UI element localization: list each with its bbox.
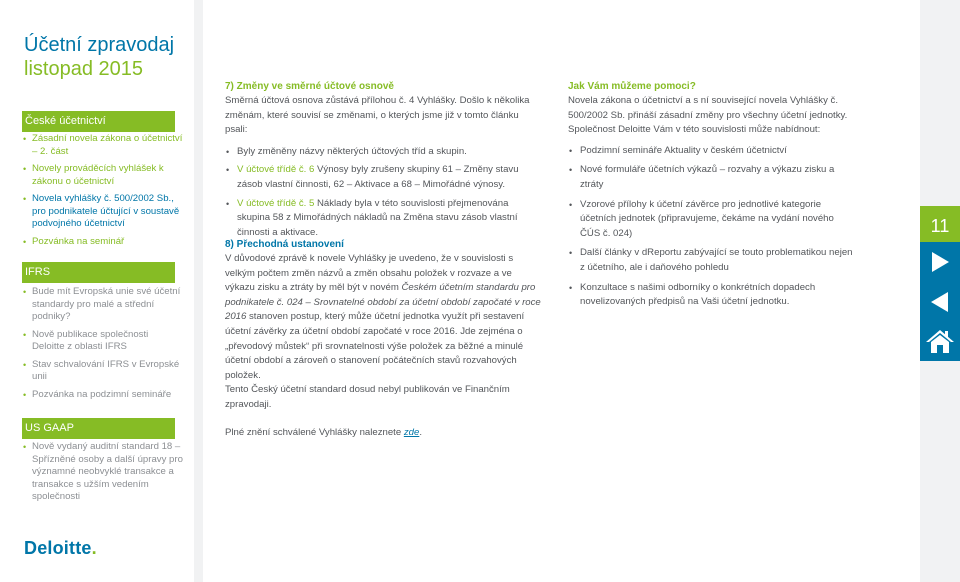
list-item xyxy=(225,145,543,160)
list-item: • Podzimní semináře Aktuality v českém účetnictví xyxy=(568,144,853,159)
us-gaap-list xyxy=(23,441,183,509)
help-column xyxy=(568,80,853,315)
sidebar-item-audit-standard-18[interactable]: • Nově vydaný auditní standard 18 – Spřízněné osoby a další úpravy pro významné neobvyklé transakce a transakce s užším vedením společnosti xyxy=(23,441,183,504)
arrow-right-icon xyxy=(930,251,950,273)
list-item xyxy=(225,163,543,192)
section-7-intro: Směrná účtová osnova zůstává přílohou č. 4 Vyhlášky. Došlo k několika změnám, které souvisí se změnami, o kterých jsme již v tomto článku psali: xyxy=(225,95,530,136)
logo-dot: . xyxy=(91,538,97,558)
help-intro: Novela zákona o účetnictví a s ní související novela Vyhlášky č. 500/2002 Sb. přináší zásadní změny pro všechny účetní jednotky. Společnost Deloitte Vám v této souvislosti může nabídnout: xyxy=(568,95,848,136)
section-8 xyxy=(225,238,543,383)
newsletter-title: Účetní zpravodaj xyxy=(24,34,175,56)
arrow-left-icon xyxy=(930,291,950,313)
sidebar-item-autumn-seminars[interactable]: • Pozvánka na podzimní semináře xyxy=(23,389,183,402)
list-item xyxy=(225,197,543,241)
next-page-button[interactable] xyxy=(920,242,960,282)
help-bullets xyxy=(568,144,853,310)
section-7-heading: 7) Změny ve směrné účtové osnově xyxy=(225,81,394,92)
list-item: • Nové formuláře účetních výkazů – rozvahy a výkazu zisku a ztráty xyxy=(568,163,853,192)
page-number: 11 xyxy=(920,206,960,246)
sidebar-item-seminar-invitation[interactable]: • Pozvánka na seminář xyxy=(23,236,183,249)
previous-page-button[interactable] xyxy=(920,282,960,322)
full-text-link[interactable]: zde xyxy=(403,427,420,438)
section-heading-us-gaap[interactable]: US GAAP xyxy=(22,418,175,439)
home-button[interactable] xyxy=(920,321,960,361)
bullet-prefix: V účtové třídě č. 6 xyxy=(237,164,315,176)
newsletter-issue-date: listopad 2015 xyxy=(24,58,143,80)
bullet-text: Byly změněny názvy některých účtových tříd a skupin. xyxy=(237,145,467,157)
list-item: • Konzultace s našimi odborníky o konkrétních dopadech novelizovaných předpisů na Vaši účetní jednotku. xyxy=(568,281,853,310)
full-text-end: . xyxy=(419,427,422,438)
sidebar-item-amendment-part2[interactable]: • Zásadní novela zákona o účetnictví – 2. část xyxy=(23,133,183,158)
full-text-label: Plné znění schválené Vyhlášky naleznete xyxy=(225,427,404,438)
sidebar-item-eu-sme-standards[interactable]: • Bude mít Evropská unie své účetní standardy pro malé a střední podniky? xyxy=(23,286,183,324)
bullet-prefix: V účtové třídě č. 5 xyxy=(237,197,315,209)
standard-not-published-note: Tento Český účetní standard dosud nebyl publikován ve Finančním zpravodaji. xyxy=(225,384,510,410)
logo-wordmark: Deloitte xyxy=(24,538,92,558)
bullet-text: Výnosy byly zrušeny skupiny 61 – Změny stavu zásob vlastní činnosti, 62 – Aktivace a 68 – Mimořádné výnosy. xyxy=(237,164,519,190)
section-8-body xyxy=(225,252,543,383)
full-text-paragraph xyxy=(225,426,543,441)
section-heading-ifrs[interactable]: IFRS xyxy=(22,262,175,283)
deloitte-logo xyxy=(24,538,97,559)
list-item: • Vzorové přílohy k účetní závěrce pro jednotlivé kategorie účetních jednotek (připravujeme, čekáme na vydání nového ČÚS č. 024) xyxy=(568,198,853,242)
czech-accounting-list xyxy=(23,133,183,253)
section-heading-czech-accounting[interactable]: České účetnictví xyxy=(22,111,175,132)
section-8-text-a: V důvodové zprávě k novele Vyhlášky je uvedeno, že v souvislosti s velkým počtem změn názvů a změn obsahu položek v rozvaze a ve výkazu zisku a ztráty by měl být v novém xyxy=(225,253,514,294)
help-heading: Jak Vám můžeme pomoci? xyxy=(568,81,696,92)
section-7 xyxy=(225,80,543,244)
sidebar xyxy=(0,0,194,582)
sidebar-item-decree-500-active[interactable]: • Novela vyhlášky č. 500/2002 Sb., pro podnikatele účtující v soustavě podvojného účetnictví xyxy=(23,193,183,231)
section-8-heading: 8) Přechodná ustanovení xyxy=(225,239,344,250)
sidebar-divider xyxy=(194,0,203,582)
section-7-bullets xyxy=(225,145,543,241)
list-item: • Další články v dReportu zabývající se touto problematikou nejen z účetního, ale i daňového pohledu xyxy=(568,246,853,275)
section-8-standard-title: Českém účetním standardu pro podnikatele č. 024 – Srovnatelné období za účetní období započaté v roce 2016 xyxy=(225,282,541,323)
sidebar-item-ifrs-endorsement[interactable]: • Stav schvalování IFRS v Evropské unii xyxy=(23,359,183,384)
bullet-text: Náklady byla v této souvislosti přejmenována skupina 58 z Mimořádných nákladů na Změna stavu zásob vlastní činnosti a aktivace. xyxy=(237,197,518,238)
home-icon xyxy=(925,328,955,354)
section-8-text-b: stanoven postup, který může účetní jednotka využít při sestavení účetní závěrky za účetní období započaté v roce 2016. Jde zejména o „převodový můstek“ při srovnatelnosti výše položek za běžné a minulé účetní období a zároveň o stanovení počátečních stavů rozvahových položek. xyxy=(225,311,525,381)
sidebar-item-decree-amendments[interactable]: • Novely prováděcích vyhlášek k zákonu o účetnictví xyxy=(23,163,183,188)
sidebar-item-deloitte-publications[interactable]: • Nově publikace společnosti Deloitte z oblasti IFRS xyxy=(23,329,183,354)
ifrs-list xyxy=(23,286,183,406)
